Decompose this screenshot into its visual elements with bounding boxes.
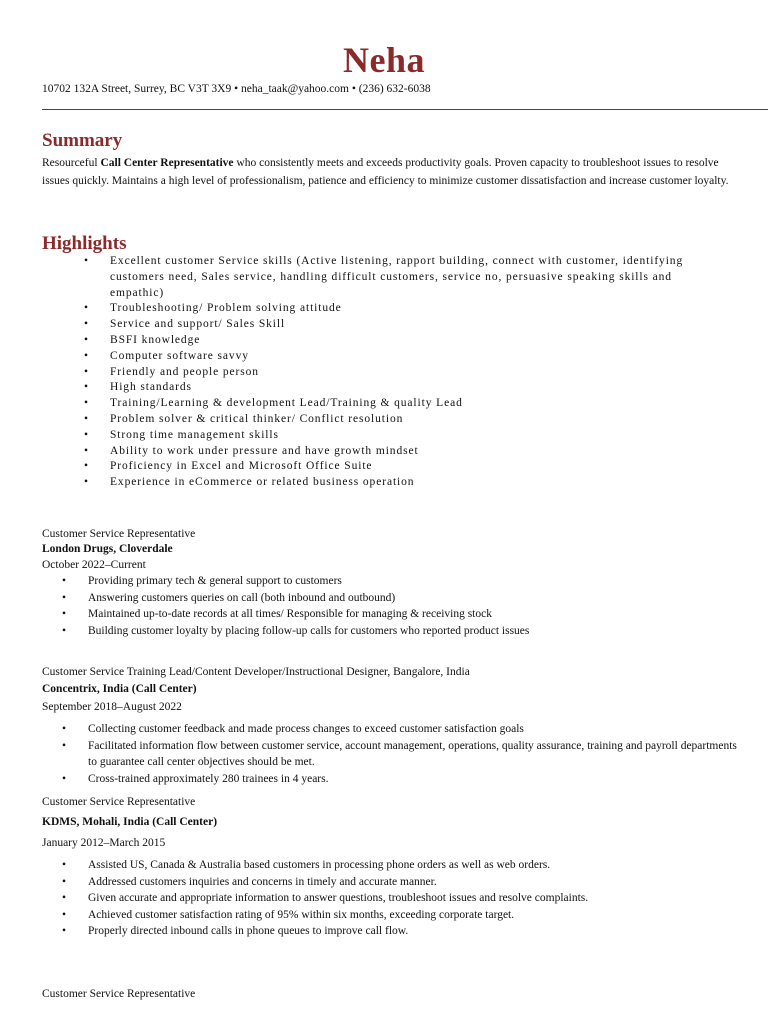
highlight-item: • Proficiency in Excel and Microsoft Office Suite (84, 459, 724, 475)
highlight-item: • BSFI knowledge (84, 333, 724, 349)
resume-name: Neha (343, 40, 425, 80)
job-bullet: • Addressed customers inquiries and concerns in timely and accurate manner. (42, 874, 742, 891)
job-company: Concentrix, India (Call Center) (42, 683, 197, 695)
summary-role: Call Center Representative (100, 157, 234, 169)
job-title: Customer Service Representative (42, 796, 196, 808)
highlight-item: • Problem solver & critical thinker/ Conflict resolution (84, 412, 724, 428)
contact-line: 10702 132A Street, Surrey, BC V3T 3X9 • neha_taak@yahoo.com • (236) 632-6038 (42, 83, 431, 95)
job-entry-kdms (42, 794, 742, 940)
job-bullet: • Cross-trained approximately 280 trainees in 4 years. (42, 771, 742, 788)
highlight-item: • Experience in eCommerce or related business operation (84, 475, 724, 491)
job-bullets (42, 857, 742, 940)
job-title: Customer Service Representative (42, 528, 196, 540)
highlight-item: • Excellent customer Service skills (Active listening, rapport building, connect with customer, identifying customers need, Sales service, handling difficult customers, service no, persuasive speaking skills and empathic) (84, 254, 724, 301)
header-divider (42, 109, 768, 110)
job-bullet: • Assisted US, Canada & Australia based customers in processing phone orders as well as web orders. (42, 857, 742, 874)
highlight-item: • Troubleshooting/ Problem solving attitude (84, 301, 724, 317)
job-bullet: • Providing primary tech & general support to customers (42, 573, 742, 590)
job-entry-concentrix (42, 664, 742, 787)
job-bullet: • Achieved customer satisfaction rating of 95% within six months, exceeding corporate target. (42, 907, 742, 924)
summary-body: who consistently meets and exceeds productivity goals. Proven capacity to troubleshoot issues to resolve issues quickly. Maintains a high level of professionalism, patience and efficiency to minimize customer dissatisfaction and increase customer loyalty. (42, 157, 729, 187)
highlight-item: • Strong time management skills (84, 428, 724, 444)
highlight-item: • Computer software savvy (84, 349, 724, 365)
summary-paragraph (42, 155, 732, 190)
job-title: Customer Service Training Lead/Content Developer/Instructional Designer, Bangalore, India (42, 666, 470, 678)
job-entry-london-drugs (42, 526, 742, 639)
job-dates: October 2022–Current (42, 559, 146, 571)
highlight-item: • Ability to work under pressure and have growth mindset (84, 444, 724, 460)
highlight-item: • Friendly and people person (84, 365, 724, 381)
job-bullets (42, 573, 742, 639)
job-company: London Drugs, Cloverdale (42, 543, 173, 555)
job-company: KDMS, Mohali, India (Call Center) (42, 816, 218, 828)
job-title: Customer Service Representative (42, 988, 196, 1000)
highlights-heading: Highlights (42, 233, 127, 254)
highlight-item: • Service and support/ Sales Skill (84, 317, 724, 333)
job-bullet: • Answering customers queries on call (both inbound and outbound) (42, 590, 742, 607)
job-bullet: • Building customer loyalty by placing follow-up calls for customers who reported product issues (42, 623, 742, 640)
job-bullet: • Facilitated information flow between customer service, account management, operations, quality assurance, training and payroll departments to guarantee call center objectives should be met. (42, 738, 742, 771)
job-dates: January 2012–March 2015 (42, 837, 166, 849)
job-bullet: • Maintained up-to-date records at all times/ Responsible for managing & receiving stock (42, 606, 742, 623)
summary-heading: Summary (42, 130, 123, 151)
job-bullet: • Given accurate and appropriate information to answer questions, troubleshoot issues and resolve complaints. (42, 890, 742, 907)
summary-prefix: Resourceful (42, 157, 101, 169)
job-bullet: • Collecting customer feedback and made process changes to exceed customer satisfaction goals (42, 721, 742, 738)
highlight-item: • High standards (84, 380, 724, 396)
job-bullets (42, 721, 742, 787)
job-bullet: • Properly directed inbound calls in phone queues to improve call flow. (42, 923, 742, 940)
job-dates: September 2018–August 2022 (42, 701, 182, 713)
job-entry-next (42, 986, 742, 1002)
highlight-item: • Training/Learning & development Lead/Training & quality Lead (84, 396, 724, 412)
highlights-list (84, 254, 724, 491)
